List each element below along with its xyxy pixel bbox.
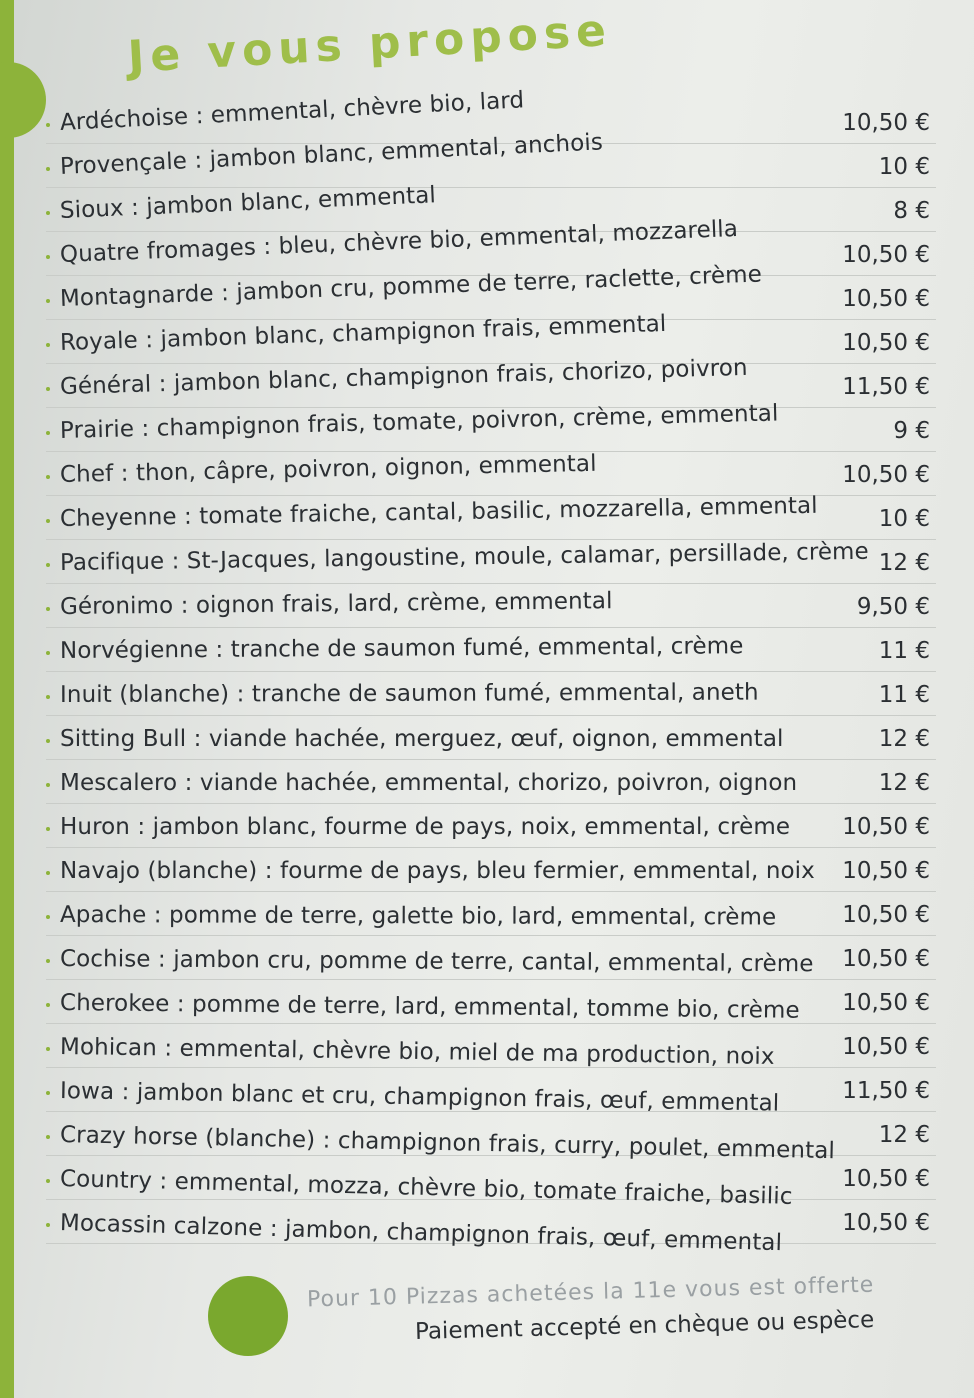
bullet-dot bbox=[46, 211, 50, 215]
green-tab-circle bbox=[0, 62, 46, 138]
green-side-band bbox=[0, 0, 14, 1398]
payment-text: Paiement accepté en chèque ou espèce bbox=[414, 1306, 875, 1346]
menu-item bbox=[46, 672, 936, 716]
menu-item-price: 12 € bbox=[878, 726, 930, 752]
menu-item bbox=[46, 980, 936, 1024]
menu-item-description: Provençale : jambon blanc, emmental, anchois bbox=[59, 129, 604, 180]
menu-item bbox=[46, 1156, 936, 1210]
menu-item-price: 10,50 € bbox=[842, 462, 930, 488]
menu-item-description: Cochise : jambon cru, pomme de terre, cantal, emmental, crème bbox=[59, 946, 814, 978]
menu-item-price: 10,50 € bbox=[842, 858, 930, 884]
pizza-list bbox=[46, 87, 936, 1257]
menu-item bbox=[46, 628, 936, 672]
menu-item-description: Apache : pomme de terre, galette bio, lard, emmental, crème bbox=[59, 902, 777, 931]
menu-item-price: 10,50 € bbox=[842, 110, 930, 136]
menu-item bbox=[46, 1024, 936, 1068]
menu-item-price: 10,50 € bbox=[842, 1166, 930, 1192]
menu-item-description: Mocassin calzone : jambon, champignon frais, œuf, emmental bbox=[59, 1210, 783, 1257]
menu-item-price: 12 € bbox=[878, 1122, 930, 1148]
bullet-dot bbox=[46, 827, 50, 831]
menu-item-price: 10,50 € bbox=[842, 330, 930, 356]
menu-item-price: 10,50 € bbox=[842, 286, 930, 312]
menu-item-price: 10 € bbox=[878, 154, 930, 180]
menu-item-description: Cherokee : pomme de terre, lard, emmental, tomme bio, crème bbox=[59, 990, 800, 1024]
menu-item-description: Géronimo : oignon frais, lard, crème, emmental bbox=[59, 588, 613, 620]
menu-item bbox=[46, 492, 936, 540]
menu-item-price: 10,50 € bbox=[842, 242, 930, 268]
menu-item-price: 9,50 € bbox=[856, 594, 930, 620]
menu-item-price: 11 € bbox=[878, 682, 930, 708]
menu-item-description: Pacifique : St-Jacques, langoustine, moule, calamar, persillade, crème bbox=[59, 538, 869, 576]
bullet-dot bbox=[46, 1003, 50, 1007]
menu-item-description: Mohican : emmental, chèvre bio, miel de ma production, noix bbox=[59, 1034, 775, 1070]
bullet-dot bbox=[46, 519, 50, 523]
bullet-dot bbox=[46, 123, 50, 127]
menu-item-description: Ardéchoise : emmental, chèvre bio, lard bbox=[59, 87, 525, 136]
menu-item-price: 10,50 € bbox=[842, 814, 930, 840]
bullet-dot bbox=[46, 431, 50, 435]
menu-item-description: Navajo (blanche) : fourme de pays, bleu fermier, emmental, noix bbox=[60, 858, 815, 884]
green-circle-decoration bbox=[208, 1276, 288, 1356]
menu-item-description: Sitting Bull : viande hachée, merguez, œuf, oignon, emmental bbox=[60, 726, 784, 752]
bullet-dot bbox=[46, 167, 50, 171]
bullet-dot bbox=[46, 959, 50, 963]
bullet-dot bbox=[46, 1091, 50, 1095]
bullet-dot bbox=[46, 607, 50, 611]
menu-item bbox=[46, 1068, 936, 1117]
bullet-dot bbox=[46, 343, 50, 347]
menu-item bbox=[46, 215, 936, 276]
menu-item bbox=[46, 716, 936, 760]
menu-item bbox=[46, 584, 936, 628]
menu-item-description: Mescalero : viande hachée, emmental, chorizo, poivron, oignon bbox=[60, 770, 798, 796]
bullet-dot bbox=[46, 915, 50, 919]
menu-item bbox=[46, 261, 936, 320]
menu-item-description: Inuit (blanche) : tranche de saumon fumé, emmental, aneth bbox=[59, 679, 759, 708]
menu-item-price: 11,50 € bbox=[842, 374, 930, 400]
menu-item-description: Crazy horse (blanche) : champignon frais, curry, poulet, emmental bbox=[59, 1122, 836, 1165]
menu-item bbox=[46, 540, 936, 584]
menu-item bbox=[46, 1200, 936, 1257]
bullet-dot bbox=[46, 783, 50, 787]
menu-item bbox=[46, 760, 936, 804]
menu-item-price: 8 € bbox=[893, 198, 930, 224]
menu-item bbox=[46, 848, 936, 892]
menu-item-description: Quatre fromages : bleu, chèvre bio, emmental, mozzarella bbox=[59, 215, 739, 268]
menu-item-price: 11 € bbox=[878, 638, 930, 664]
menu-item-description: Général : jambon blanc, champignon frais, chorizo, poivron bbox=[59, 354, 748, 400]
menu-item bbox=[46, 1112, 936, 1165]
offer-text: Pour 10 Pizzas achetées la 11e vous est offerte bbox=[306, 1272, 875, 1313]
menu-item bbox=[46, 936, 936, 980]
menu-item bbox=[46, 129, 936, 188]
menu-item-description: Royale : jambon blanc, champignon frais, emmental bbox=[59, 310, 667, 356]
menu-item-price: 10,50 € bbox=[842, 1034, 930, 1060]
menu-item-price: 10 € bbox=[878, 506, 930, 532]
menu-item-price: 10,50 € bbox=[842, 946, 930, 972]
menu-item-description: Chef : thon, câpre, poivron, oignon, emmental bbox=[59, 450, 597, 488]
menu-item bbox=[46, 310, 936, 364]
menu-item-description: Country : emmental, mozza, chèvre bio, tomate fraiche, basilic bbox=[59, 1166, 793, 1210]
menu-item bbox=[46, 354, 936, 408]
menu-item-description: Huron : jambon blanc, fourme de pays, noix, emmental, crème bbox=[60, 814, 791, 840]
menu-item-price: 11,50 € bbox=[842, 1078, 930, 1104]
bullet-dot bbox=[46, 475, 50, 479]
menu-item-price: 9 € bbox=[893, 418, 930, 444]
menu-item bbox=[46, 400, 936, 452]
bullet-dot bbox=[46, 871, 50, 875]
menu-item-description: Cheyenne : tomate fraiche, cantal, basilic, mozzarella, emmental bbox=[59, 492, 818, 532]
bullet-dot bbox=[46, 1135, 50, 1139]
bullet-dot bbox=[46, 563, 50, 567]
menu-item bbox=[46, 452, 936, 496]
menu-item bbox=[46, 804, 936, 848]
bullet-dot bbox=[46, 1179, 50, 1183]
bullet-dot bbox=[46, 739, 50, 743]
bullet-dot bbox=[46, 1223, 50, 1227]
menu-item-description: Iowa : jambon blanc et cru, champignon frais, œuf, emmental bbox=[59, 1078, 780, 1117]
bullet-dot bbox=[46, 255, 50, 259]
bullet-dot bbox=[46, 651, 50, 655]
menu-item-price: 10,50 € bbox=[842, 902, 930, 928]
menu-item-price: 10,50 € bbox=[842, 990, 930, 1016]
bullet-dot bbox=[46, 299, 50, 303]
menu-title: Je vous propose bbox=[126, 4, 614, 83]
menu-item-description: Prairie : champignon frais, tomate, poivron, crème, emmental bbox=[59, 400, 779, 444]
menu-item-description: Norvégienne : tranche de saumon fumé, emmental, crème bbox=[59, 633, 744, 664]
bullet-dot bbox=[46, 387, 50, 391]
menu-item bbox=[46, 892, 936, 936]
menu-item-description: Sioux : jambon blanc, emmental bbox=[59, 182, 437, 224]
menu-item-description: Montagnarde : jambon cru, pomme de terre, raclette, crème bbox=[59, 261, 763, 312]
menu-item-price: 12 € bbox=[878, 550, 930, 576]
bullet-dot bbox=[46, 695, 50, 699]
bullet-dot bbox=[46, 1047, 50, 1051]
menu-item-price: 12 € bbox=[878, 770, 930, 796]
menu-item-price: 10,50 € bbox=[842, 1210, 930, 1236]
